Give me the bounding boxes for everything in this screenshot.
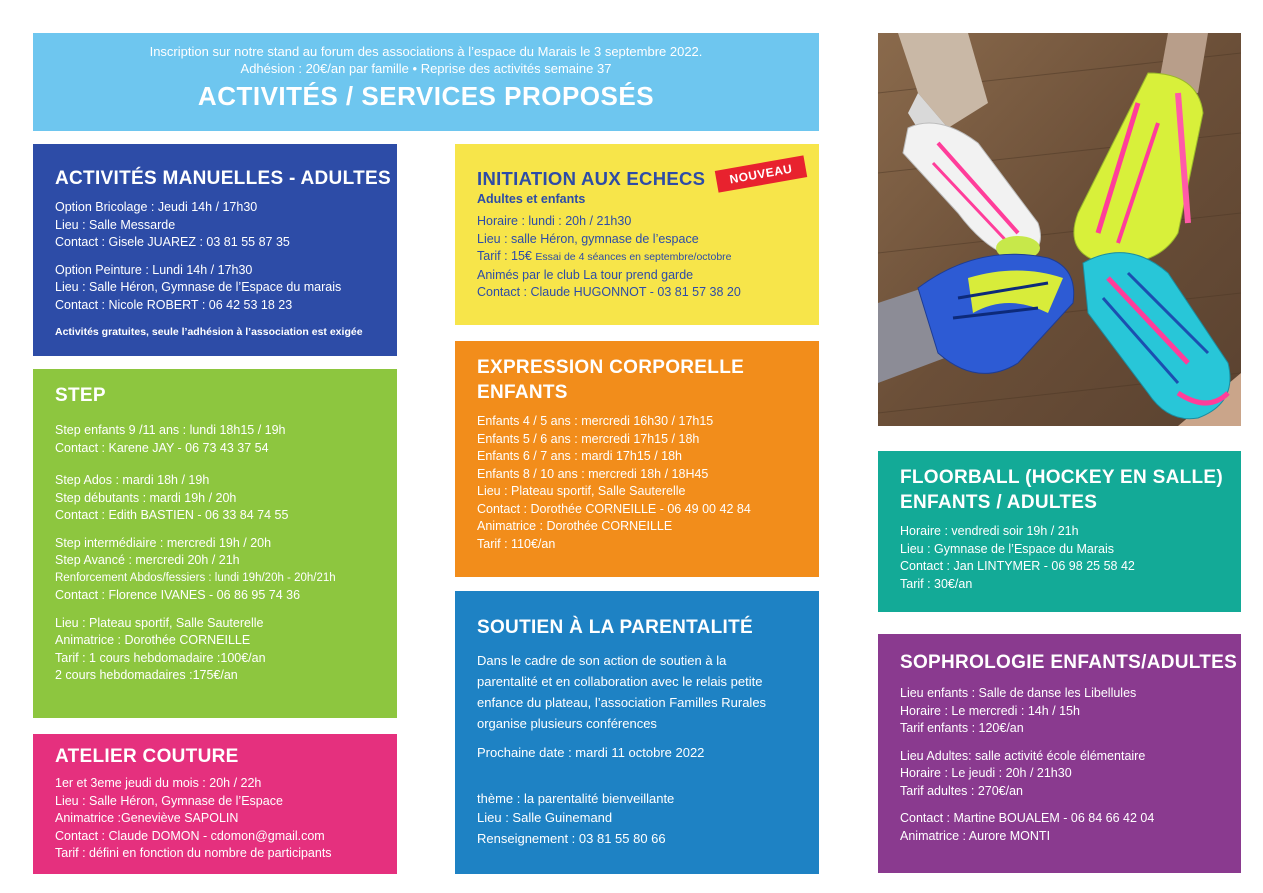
section-title: STEP <box>55 385 106 406</box>
text-line: Enfants 4 / 5 ans : mercredi 16h30 / 17h15 <box>477 414 714 428</box>
section-expression-corporelle <box>455 341 819 577</box>
text-line: 2 cours hebdomadaires :175€/an <box>55 668 238 682</box>
text-line: thème : la parentalité bienveillante <box>477 790 675 806</box>
section-floorball <box>878 451 1241 612</box>
text-line: Enfants 5 / 6 ans : mercredi 17h15 / 18h <box>477 431 700 446</box>
section-soutien-parentalite <box>455 591 819 874</box>
text-line: Enfants 8 / 10 ans : mercredi 18h / 18H45 <box>477 466 709 481</box>
text-line: Contact : Martine BOUALEM - 06 84 66 42 04 <box>900 811 1155 825</box>
text-line: Horaire : vendredi soir 19h / 21h <box>900 524 1079 538</box>
section-title: SOUTIEN À LA PARENTALITÉ <box>477 617 754 638</box>
section-sophrologie <box>878 634 1241 873</box>
section-title: ATELIER COUTURE <box>55 746 239 767</box>
text-line: Tarif : 110€/an <box>477 536 556 551</box>
text-line: Tarif enfants : 120€/an <box>900 721 1024 735</box>
text-line: Step Avancé : mercredi 20h / 21h <box>55 553 240 567</box>
header-banner <box>33 33 819 131</box>
text-line: Animatrice : Aurore MONTI <box>900 828 1051 843</box>
text-line: Contact : Jan LINTYMER - 06 98 25 58 42 <box>900 559 1135 573</box>
text-line: 1er et 3eme jeudi du mois : 20h / 22h <box>55 776 262 790</box>
text-line: Step enfants 9 /11 ans : lundi 18h15 / 19h <box>55 423 286 437</box>
text-line: Animatrice : Dorothée CORNEILLE <box>55 633 251 647</box>
nouveau-badge: NOUVEAU <box>715 155 807 192</box>
text-line: Tarif adultes : 270€/an <box>900 783 1023 798</box>
text-line: Contact : Dorothée CORNEILLE - 06 49 00 42 84 <box>477 501 751 516</box>
header-line-1: Inscription sur notre stand au forum des associations à l’espace du Marais le 3 septembre 2022. <box>149 44 703 59</box>
text-line: Option Peinture : Lundi 14h / 17h30 <box>55 262 253 277</box>
text-line: Contact : Claude HUGONNOT - 03 81 57 38 20 <box>477 285 741 299</box>
section-title-line-2: ENFANTS / ADULTES <box>900 492 1098 513</box>
tarif-note: Essai de 4 séances en septembre/octobre <box>535 251 732 263</box>
text-line: Lieu enfants : Salle de danse les Libellules <box>900 686 1137 700</box>
sneakers-photo <box>878 33 1241 426</box>
section-title-line-2: ENFANTS <box>477 382 568 403</box>
text-line: Prochaine date : mardi 11 octobre 2022 <box>477 745 705 760</box>
text-line: Contact : Edith BASTIEN - 06 33 84 74 55 <box>55 508 289 522</box>
text-line: Step débutants : mardi 19h / 20h <box>55 490 237 505</box>
section-subtitle: Adultes et enfants <box>477 192 586 206</box>
tarif-text: Tarif : 15€ <box>477 249 532 263</box>
text-line: Animatrice :Geneviève SAPOLIN <box>55 811 239 825</box>
text-line: Enfants 6 / 7 ans : mardi 17h15 / 18h <box>477 449 682 463</box>
text-line: Lieu : salle Héron, gymnase de l’espace <box>477 231 699 246</box>
section-title: SOPHROLOGIE ENFANTS/ADULTES <box>900 652 1238 673</box>
text-line: Renforcement Abdos/fessiers : lundi 19h/20h - 20h/21h <box>55 571 336 584</box>
text-line: Horaire : Le jeudi : 20h / 21h30 <box>900 766 1072 780</box>
text-line: Step Ados : mardi 18h / 19h <box>55 473 210 487</box>
header-line-2: Adhésion : 20€/an par famille • Reprise des activités semaine 37 <box>240 61 612 76</box>
page-title: ACTIVITÉS / SERVICES PROPOSÉS <box>197 81 655 111</box>
text-line: Tarif : 30€/an <box>900 576 973 591</box>
text-line: Lieu : Plateau sportif, Salle Sauterelle <box>477 484 686 498</box>
note-text: Activités gratuites, seule l’adhésion à l’association est exigée <box>55 326 363 338</box>
text-line: Tarif : 1 cours hebdomadaire :100€/an <box>55 650 266 665</box>
text-line: Tarif : défini en fonction du nombre de participants <box>55 846 332 860</box>
section-atelier-couture <box>33 734 397 874</box>
section-step <box>33 369 397 718</box>
text-line: Lieu : Plateau sportif, Salle Sauterelle <box>55 615 264 630</box>
text-line: Lieu : Gymnase de l’Espace du Marais <box>900 541 1114 556</box>
sneakers-illustration <box>878 33 1241 426</box>
text-line: Step intermédiaire : mercredi 19h / 20h <box>55 535 272 550</box>
text-line: Contact : Nicole ROBERT : 06 42 53 18 23 <box>55 297 293 312</box>
text-line: Renseignement : 03 81 55 80 66 <box>477 831 666 846</box>
text-line: Lieu : Salle Guinemand <box>477 810 613 825</box>
text-line: Horaire : Le mercredi : 14h / 15h <box>900 703 1080 718</box>
description-paragraph: Dans le cadre de son action de soutien à la parentalité et en collaboration avec le relais petite enfance du plateau, l’association Familles Rurales organise plusieurs conférences <box>477 653 767 731</box>
text-line: Lieu Adultes: salle activité école élémentaire <box>900 748 1146 763</box>
text-line: Animés par le club La tour prend garde <box>477 267 694 282</box>
section-title: INITIATION AUX ECHECS <box>477 168 706 189</box>
text-line: Contact : Karene JAY - 06 73 43 37 54 <box>55 440 269 455</box>
text-line: Contact : Claude DOMON - cdomon@gmail.com <box>55 828 325 843</box>
section-title: EXPRESSION CORPORELLE <box>477 357 745 378</box>
text-line: Lieu : Salle Héron, Gymnase de l’Espace <box>55 793 283 808</box>
text-line: Option Bricolage : Jeudi 14h / 17h30 <box>55 200 258 214</box>
text-line: Lieu : Salle Héron, Gymnase de l’Espace du marais <box>55 280 342 294</box>
text-line: Horaire : lundi : 20h / 21h30 <box>477 214 632 228</box>
section-title: FLOORBALL (HOCKEY EN SALLE) <box>900 467 1224 488</box>
section-activites-manuelles <box>33 144 397 356</box>
text-line: Contact : Gisele JUAREZ : 03 81 55 87 35 <box>55 235 290 249</box>
text-line: Contact : Florence IVANES - 06 86 95 74 36 <box>55 588 301 602</box>
text-line: Animatrice : Dorothée CORNEILLE <box>477 519 673 533</box>
section-title: ACTIVITÉS MANUELLES - ADULTES <box>55 168 391 189</box>
text-line: Lieu : Salle Messarde <box>55 217 176 232</box>
